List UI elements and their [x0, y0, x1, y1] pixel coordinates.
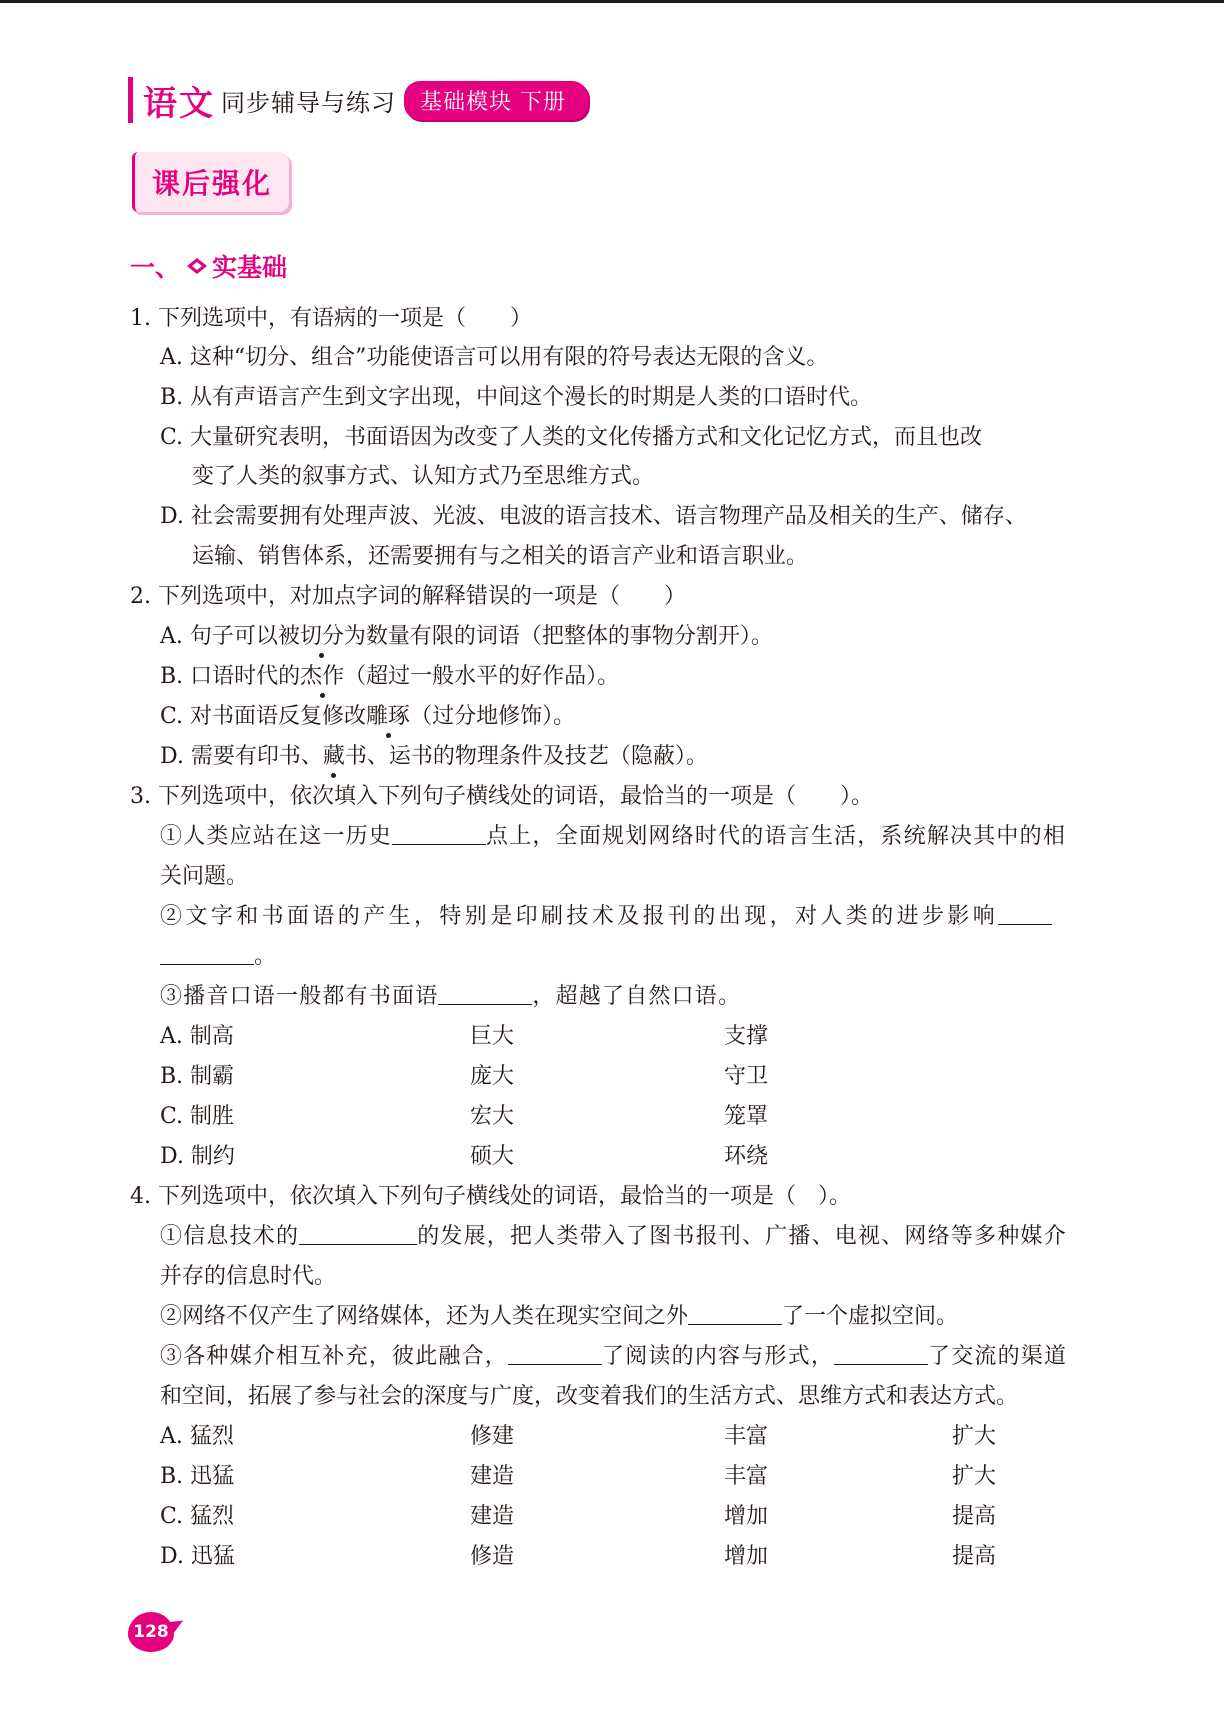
page-header — [128, 78, 588, 122]
q4-option-c-word2: 建造 — [470, 1504, 515, 1529]
q2-a-pre: A. 句子可以被 — [160, 624, 300, 649]
answer-blank[interactable] — [834, 1344, 928, 1365]
q1-option-c-cont: 变了人类的叙事方式、认知方式乃至思维方式。 — [192, 464, 655, 489]
q3-option-d-word2: 硕大 — [470, 1144, 515, 1169]
q3-option-d: D. 制约 — [160, 1144, 235, 1169]
q4-sentence-3-cont: 和空间，拓展了参与社会的深度与广度，改变着我们的生活方式、思维方式和表达方式。 — [160, 1384, 1019, 1409]
q3-stem: 3. 下列选项中，依次填入下列句子横线处的词语，最恰当的一项是（ ）。 — [130, 784, 873, 809]
header-module-badge: 基础模块 下册 — [404, 81, 588, 120]
q3-option-c: C. 制胜 — [160, 1104, 235, 1129]
q4-s3-pre: ③各种媒介相互补充，彼此融合， — [160, 1344, 509, 1369]
page-number: 128 — [128, 1612, 174, 1652]
q1-option-b: B. 从有声语言产生到文字出现，中间这个漫长的时期是人类的口语时代。 — [160, 385, 873, 410]
q4-stem: 4. 下列选项中，依次填入下列句子横线处的词语，最恰当的一项是（ ）。 — [130, 1184, 851, 1209]
q4-option-a-word2: 修建 — [470, 1424, 515, 1449]
q2-b-post: （超过一般水平的好作品）。 — [344, 664, 620, 689]
q3-option-a-word2: 巨大 — [470, 1024, 515, 1049]
section-badge: 课后强化 — [132, 152, 289, 212]
q3-sentence-1-cont: 关问题。 — [160, 864, 249, 889]
q4-option-c-word3: 增加 — [724, 1504, 769, 1529]
q4-option-c-word4: 提高 — [952, 1504, 997, 1529]
q4-s1-post: 的发展，把人类带入了图书报刊、广播、电视、网络等多种媒介 — [417, 1224, 1067, 1249]
answer-blank[interactable] — [160, 944, 254, 965]
answer-blank[interactable] — [299, 1224, 417, 1245]
q4-sentence-1-cont: 并存的信息时代。 — [160, 1264, 337, 1289]
part-number: 一、 — [130, 253, 181, 282]
q3-sentence-2 — [160, 902, 1052, 932]
q3-s3-post: ，超越了自然口语。 — [532, 984, 742, 1009]
q4-option-d-word4: 提高 — [952, 1544, 997, 1569]
q4-s2-post: 了一个虚拟空间。 — [782, 1304, 959, 1329]
q3-sentence-2-cont — [160, 942, 276, 972]
q3-option-a-word3: 支撑 — [724, 1024, 769, 1049]
q4-option-a: A. 猛烈 — [160, 1424, 234, 1449]
header-series: 同步辅导与练习 — [221, 88, 396, 117]
q2-d-pre: D. 需要有印书、 — [160, 744, 323, 769]
q4-option-b-word4: 扩大 — [952, 1464, 997, 1489]
q3-option-c-word2: 宏大 — [470, 1104, 515, 1129]
part-title: 实基础 — [212, 253, 288, 282]
q2-d-post: 书、运书的物理条件及技艺（隐蔽）。 — [344, 744, 708, 769]
q2-a-post: 为数量有限的词语（把整体的事物分割开）。 — [343, 624, 773, 649]
header-subject: 语文 — [143, 83, 215, 124]
q3-s1-pre: ①人类应站在这一历史 — [160, 824, 393, 849]
dotted-word: 切分 — [300, 622, 344, 652]
q3-s2-end: 。 — [254, 944, 277, 969]
q3-option-c-word3: 笼罩 — [724, 1104, 769, 1129]
q2-b-dotted: 杰作 — [300, 662, 344, 692]
q4-option-b-word2: 建造 — [470, 1464, 515, 1489]
answer-blank[interactable] — [508, 1344, 602, 1365]
q4-option-d-word2: 修造 — [470, 1544, 515, 1569]
q2-a-dotted — [300, 624, 344, 649]
q4-option-d: D. 迅猛 — [160, 1544, 235, 1569]
q4-s2-pre: ②网络不仅产生了网络媒体，还为人类在现实空间之外 — [160, 1304, 689, 1329]
q3-s1-post: 点上，全面规划网络时代的语言生活，系统解决其中的相 — [486, 824, 1067, 849]
q3-sentence-1 — [160, 822, 1066, 852]
q2-c-pre: C. 对书面语反复修改 — [160, 704, 367, 729]
q3-option-a: A. 制高 — [160, 1024, 234, 1049]
q4-option-a-word3: 丰富 — [724, 1424, 769, 1449]
q2-stem: 2. 下列选项中，对加点字词的解释错误的一项是（ ） — [130, 584, 686, 609]
diamond-icon — [186, 257, 208, 275]
q1-option-c: C. 大量研究表明，书面语因为改变了人类的文化传播方式和文化记忆方式，而且也改 — [160, 425, 983, 450]
q4-s3-mid: 了阅读的内容与形式， — [602, 1344, 835, 1369]
q4-option-b-word3: 丰富 — [724, 1464, 769, 1489]
q1-stem: 1. 下列选项中，有语病的一项是（ ） — [130, 306, 532, 331]
q2-d-dotted: 藏 — [323, 742, 345, 772]
q2-option-d — [160, 742, 708, 772]
q2-option-c — [160, 702, 575, 732]
q3-s3-pre: ③播音口语一般都有书面语 — [160, 984, 439, 1009]
q1-option-a: A. 这种“切分、组合”功能使语言可以用有限的符号表达无限的含义。 — [160, 345, 829, 370]
top-rule — [0, 0, 1224, 3]
q4-s3-post: 了交流的渠道 — [928, 1344, 1068, 1369]
q3-option-b-word2: 庞大 — [470, 1064, 515, 1089]
answer-blank[interactable] — [392, 824, 486, 845]
q2-c-dotted: 雕琢 — [366, 702, 410, 732]
q3-option-b: B. 制霸 — [160, 1064, 235, 1089]
q4-sentence-1 — [160, 1222, 1067, 1252]
q4-option-a-word4: 扩大 — [952, 1424, 997, 1449]
q2-option-b — [160, 662, 619, 692]
q4-option-d-word3: 增加 — [724, 1544, 769, 1569]
q3-sentence-3 — [160, 982, 741, 1012]
answer-blank[interactable] — [438, 984, 532, 1005]
q2-b-pre: B. 口语时代的 — [160, 664, 301, 689]
q3-option-b-word3: 守卫 — [724, 1064, 769, 1089]
q2-option-a — [160, 622, 773, 652]
q4-sentence-2 — [160, 1302, 958, 1332]
q3-option-d-word3: 环绕 — [724, 1144, 769, 1169]
part-heading — [130, 248, 287, 284]
answer-blank[interactable] — [688, 1304, 782, 1325]
q4-option-b: B. 迅猛 — [160, 1464, 235, 1489]
q1-option-d-cont: 运输、销售体系，还需要拥有与之相关的语言产业和语言职业。 — [192, 544, 809, 569]
q4-s1-pre: ①信息技术的 — [160, 1224, 300, 1249]
q4-sentence-3 — [160, 1342, 1067, 1372]
q2-c-post: （过分地修饰）。 — [410, 704, 576, 729]
header-accent-bar — [128, 77, 133, 123]
q3-s2-pre: ②文字和书面语的产生，特别是印刷技术及报刊的出现，对人类的进步影响 — [160, 904, 999, 929]
q1-option-d: D. 社会需要拥有处理声波、光波、电波的语言技术、语言物理产品及相关的生产、储存、 — [160, 504, 1027, 529]
q4-option-c: C. 猛烈 — [160, 1504, 235, 1529]
answer-blank[interactable] — [998, 904, 1052, 925]
